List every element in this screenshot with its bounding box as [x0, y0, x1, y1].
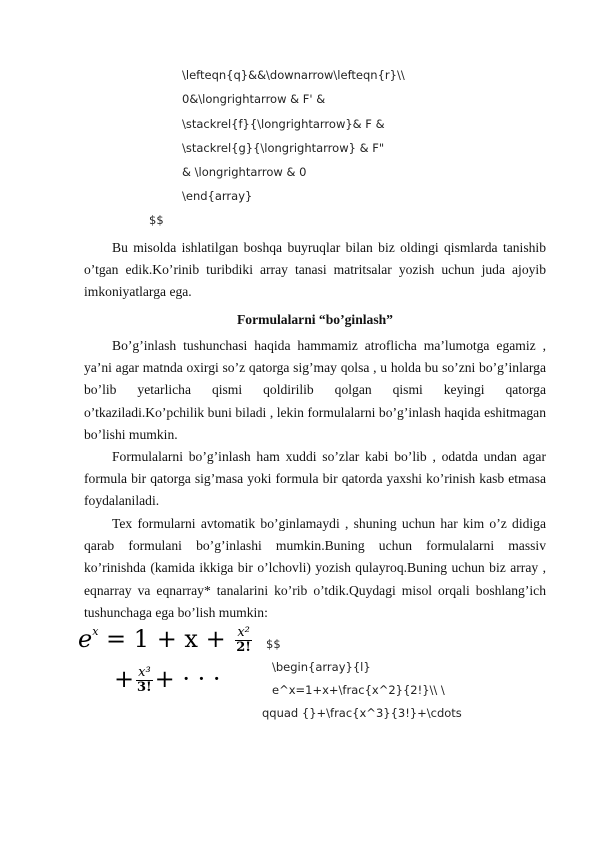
code-bottom-line-3: e^x=1+x+\frac{x^2}{2!}\\ \ — [272, 683, 445, 697]
frac-1-denominator: 2! — [236, 640, 251, 655]
frac-2-denominator: 3! — [137, 680, 152, 695]
paragraph-2: Bo’g’inlash tushunchasi haqida hammamiz atroflicha ma’lumotga egamiz , ya’ni agar matnda oxirgi so’z qatorga sig’may qolsa , u holda bu so’zni bo’g’inlarga bo’lib yetarlicha qismi qoldirilib qolgan qismi keyingi qatorga o’tkaziladi.Ko’pchilik buni biladi , lekin formulalarni bo’g’inlash haqida eshitmagan bo’lishi mumkin. — [84, 338, 546, 442]
formula-mid: = 1 + x + — [98, 625, 234, 653]
code-line-5: & \longrightarrow & 0 — [182, 165, 307, 179]
formula-line-2 — [114, 665, 221, 695]
paragraph-1: Bu misolda ishlatilgan boshqa buyruqlar bilan biz oldingi qismlarda tanishib o’tgan edik.Ko’rinib turibdiki array tanasi matritsalar yozish uchun juda ajoyib imkoniyatlarga ega. — [84, 240, 546, 300]
code-bottom-line-4: qquad {}+\frac{x^3}{3!}+\cdots — [262, 706, 462, 720]
code-line-7: $$ — [149, 213, 164, 227]
code-line-3: \stackrel{f}{\longrightarrow}& F & — [182, 117, 385, 131]
code-bottom-line-2: \begin{array}{l} — [272, 660, 371, 674]
frac-2-numerator: x³ — [138, 665, 151, 680]
paragraph-4: Tex formularni avtomatik bo’ginlamaydi , shuning uchun har kim o’z didiga qarab formulani bo’g’inlashi mumkin.Buning uchun formulalarni massiv ko’rinishda (kamida ikkiga bir o’lchovli) yozish qulayroq.Buning uchun biz array , eqnarray va eqnarray* tanalarini ko’rib o’tdik.Quydagi misol orqali boshlang’ich tushunchaga ega bo’lish mumkin: — [84, 516, 546, 620]
code-line-4: \stackrel{g}{\longrightarrow} & F" — [182, 141, 385, 155]
formula-frac-1 — [235, 626, 252, 655]
code-line-2: 0&\longrightarrow & F' & — [182, 92, 326, 106]
formula-e: e — [78, 625, 93, 653]
paragraph-3: Formulalarni bo’g’inlash ham xuddi so’zlar kabi bo’lib , odatda undan agar formula bir qatorga sig’masa yoki formula bir qatorda yaxshi ko’rinish kasb etmasa foydalaniladi. — [84, 449, 546, 509]
section-heading: Formulalarni “bo’ginlash” — [237, 312, 393, 327]
formula-frac-2 — [136, 666, 153, 695]
code-line-6: \end{array} — [182, 189, 253, 203]
formula-exponent: x — [92, 625, 99, 638]
formula-plus: + — [114, 665, 135, 693]
formula-tail: + · · · — [154, 665, 221, 693]
code-bottom-line-1: $$ — [266, 637, 281, 651]
code-line-1: \lefteqn{q}&&\downarrow\lefteqn{r}\\ — [182, 68, 405, 82]
formula-line-1 — [78, 625, 254, 655]
frac-1-numerator: x² — [237, 625, 250, 640]
